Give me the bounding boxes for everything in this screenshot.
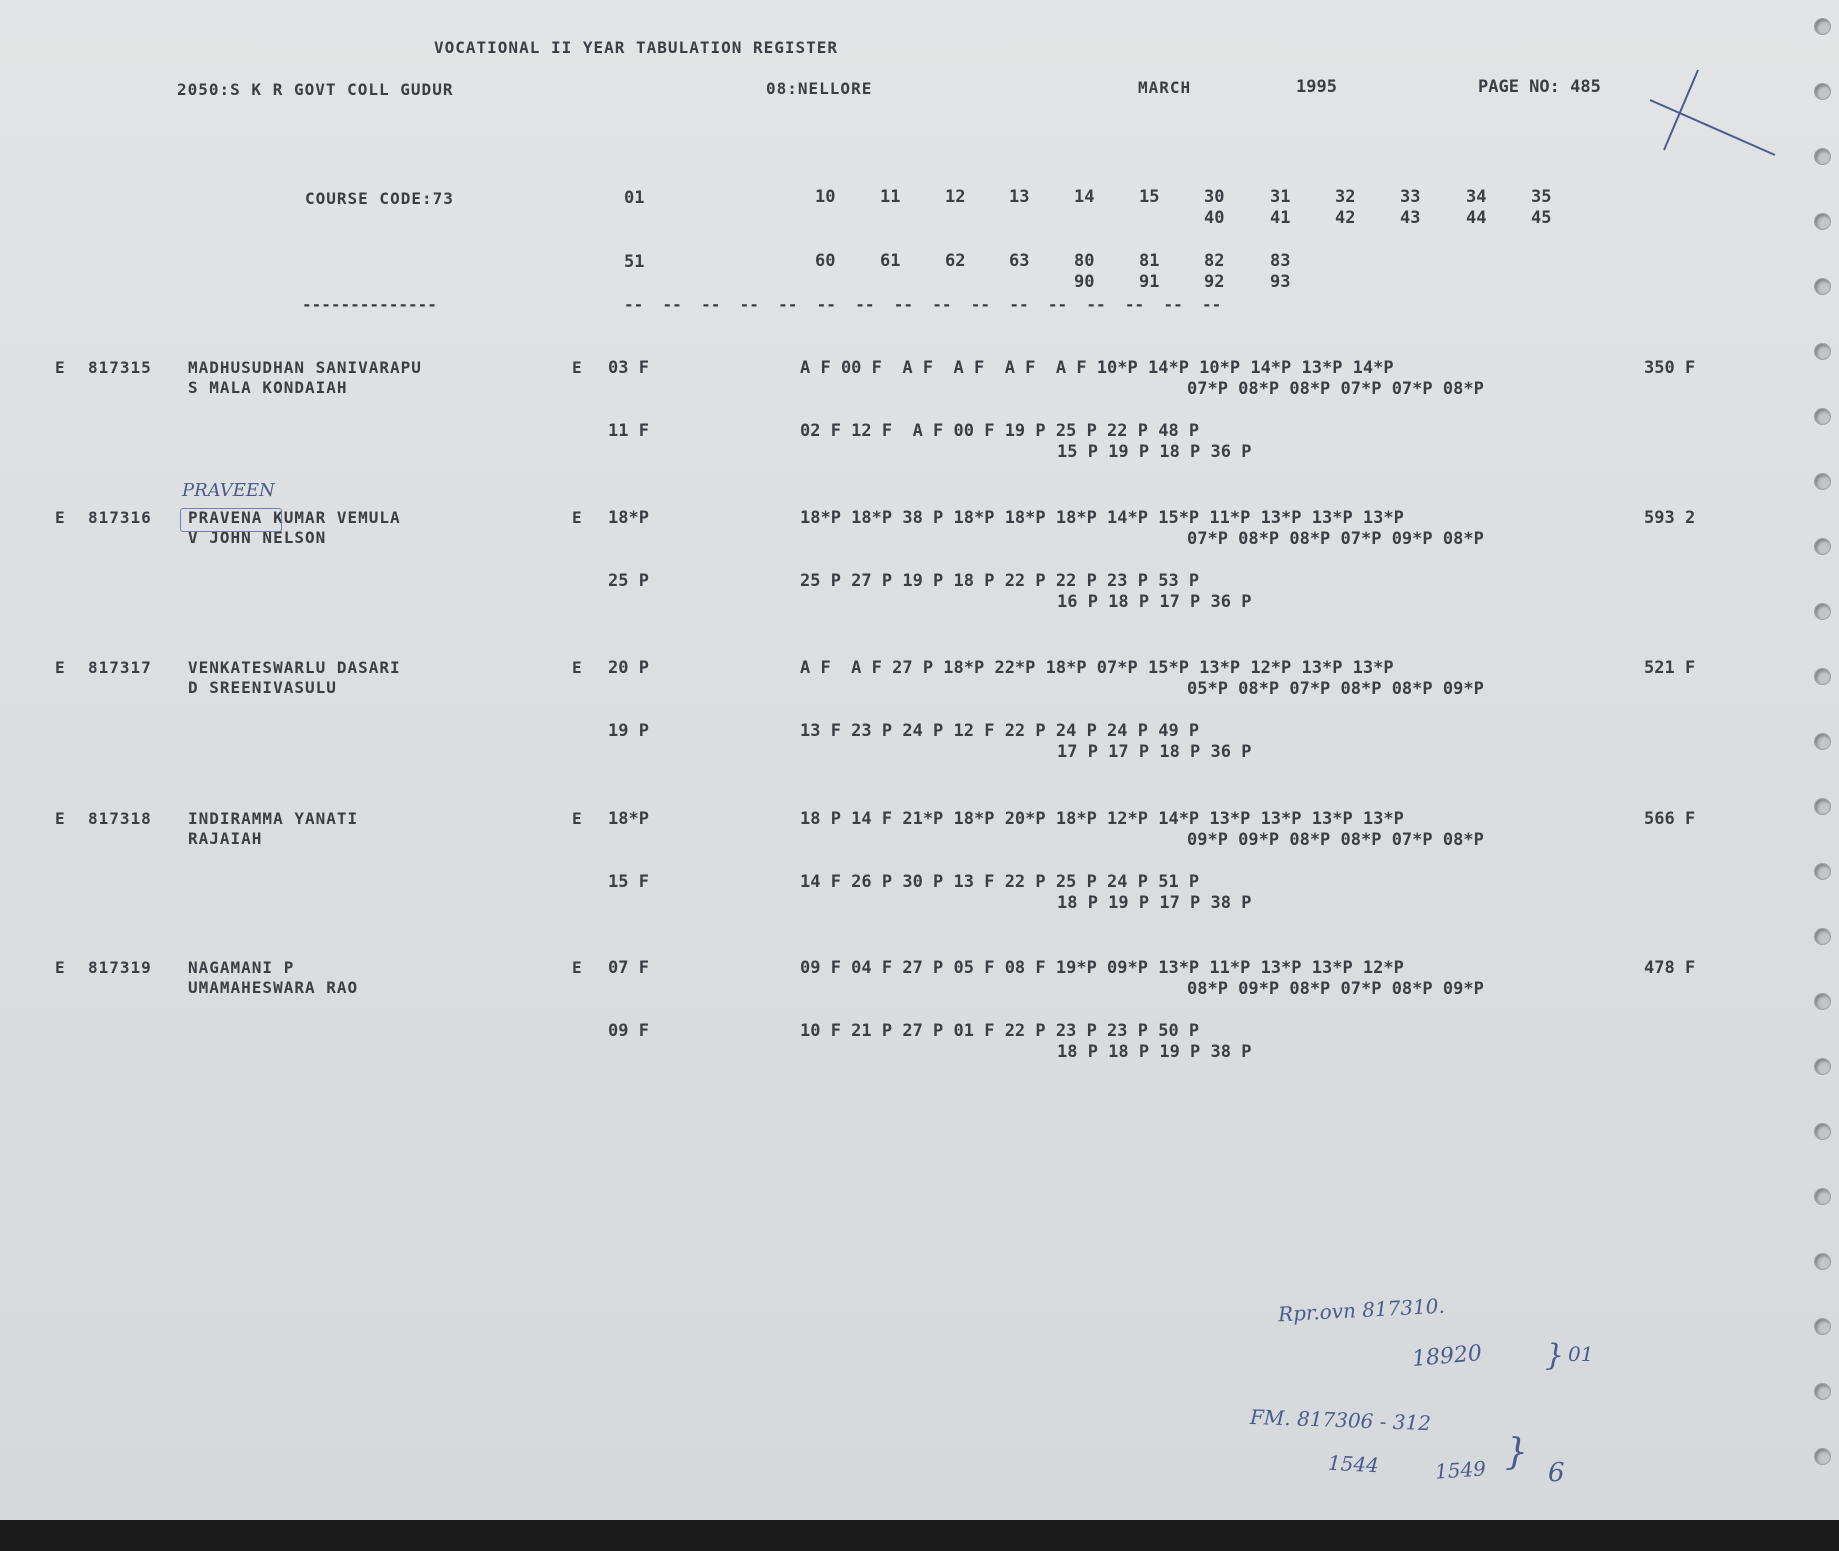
perforation-hole-icon xyxy=(1814,18,1831,35)
handwritten-note-2: FM. 817306 - 312 xyxy=(1249,1404,1432,1436)
column-code: 91 xyxy=(1139,272,1160,292)
column-separator: -- -- -- -- -- -- -- -- -- -- -- -- -- -- -- -- xyxy=(624,295,1222,314)
perforation-hole-icon xyxy=(1814,1058,1831,1075)
marks-row2: 10 F 21 P 27 P 01 F 22 P 23 P 23 P 50 P xyxy=(800,1021,1200,1041)
roll-number: 817319 xyxy=(88,958,152,977)
column-code: 34 xyxy=(1466,187,1487,207)
column-code: 35 xyxy=(1531,187,1552,207)
column-code: 83 xyxy=(1270,251,1291,271)
father-name: D SREENIVASULU xyxy=(188,678,337,697)
column-first: 01 xyxy=(624,188,645,208)
column-code: 33 xyxy=(1400,187,1421,207)
medium-code: E xyxy=(572,658,583,677)
perforation-hole-icon xyxy=(1814,83,1831,100)
medium-code: E xyxy=(572,809,583,828)
column-second: 51 xyxy=(624,252,645,272)
marks-row2b: 18 P 18 P 19 P 38 P xyxy=(1057,1042,1252,1062)
column-code: 41 xyxy=(1270,208,1291,228)
marks-row2b: 16 P 18 P 17 P 36 P xyxy=(1057,592,1252,612)
student-name: VENKATESWARLU DASARI xyxy=(188,658,401,677)
first-year-mark: 18*P xyxy=(608,809,649,829)
brace-icon: } xyxy=(1505,1432,1528,1473)
medium-code: E xyxy=(572,958,583,977)
father-name: V JOHN NELSON xyxy=(188,528,327,547)
column-code: 93 xyxy=(1270,272,1291,292)
marks-row1: 18 P 14 F 21*P 18*P 20*P 18*P 12*P 14*P 13*P 13*P 13*P 13*P xyxy=(800,809,1404,829)
column-code: 81 xyxy=(1139,251,1160,271)
column-code: 82 xyxy=(1204,251,1225,271)
marks-row1: 18*P 18*P 38 P 18*P 18*P 18*P 14*P 15*P 11*P 13*P 13*P 13*P xyxy=(800,508,1404,528)
grand-total: 350 F xyxy=(1644,358,1696,378)
marks-row1b: 08*P 09*P 08*P 07*P 08*P 09*P xyxy=(1187,979,1484,999)
father-name: S MALA KONDAIAH xyxy=(188,378,348,397)
marks-row1: 09 F 04 F 27 P 05 F 08 F 19*P 09*P 13*P 11*P 13*P 13*P 12*P xyxy=(800,958,1404,978)
perforation-hole-icon xyxy=(1814,1318,1831,1335)
course-code: COURSE CODE:73 xyxy=(305,189,454,208)
handwritten-note-1: Rpr.ovn 817310. xyxy=(1277,1293,1446,1327)
handwritten-note-1-number: 18920 xyxy=(1411,1340,1483,1373)
grand-total: 478 F xyxy=(1644,958,1696,978)
student-name: INDIRAMMA YANATI xyxy=(188,809,359,828)
roll-number: 817317 xyxy=(88,658,152,677)
column-code: 62 xyxy=(945,251,966,271)
perforation-hole-icon xyxy=(1814,538,1831,555)
handwritten-note-2-tag: 6 xyxy=(1548,1458,1565,1488)
perforation-hole-icon xyxy=(1814,1383,1831,1400)
column-code: 42 xyxy=(1335,208,1356,228)
record-prefix: E xyxy=(55,958,66,977)
record-prefix: E xyxy=(55,358,66,377)
column-code: 12 xyxy=(945,187,966,207)
marks-row1b: 05*P 08*P 07*P 08*P 08*P 09*P xyxy=(1187,679,1484,699)
first-year-mark: 20 P xyxy=(608,658,649,678)
perforation-hole-icon xyxy=(1814,668,1831,685)
marks-row1: A F 00 F A F A F A F A F 10*P 14*P 10*P 14*P 13*P 14*P xyxy=(800,358,1394,378)
student-name: MADHUSUDHAN SANIVARAPU xyxy=(188,358,422,377)
student-name: NAGAMANI P xyxy=(188,958,295,977)
marks-row2: 02 F 12 F A F 00 F 19 P 25 P 22 P 48 P xyxy=(800,421,1200,441)
father-name: UMAMAHESWARA RAO xyxy=(188,978,359,997)
grand-total: 521 F xyxy=(1644,658,1696,678)
perforation-hole-icon xyxy=(1814,148,1831,165)
district-name: 08:NELLORE xyxy=(766,79,873,98)
second-year-mark: 25 P xyxy=(608,571,649,591)
column-code: 61 xyxy=(880,251,901,271)
perforation-hole-icon xyxy=(1814,863,1831,880)
marks-row2: 13 F 23 P 24 P 12 F 22 P 24 P 24 P 49 P xyxy=(800,721,1200,741)
page-edge xyxy=(0,1520,1839,1551)
brace-icon: } xyxy=(1545,1338,1565,1373)
first-year-mark: 07 F xyxy=(608,958,649,978)
page-number: PAGE NO: 485 xyxy=(1478,77,1601,97)
handwritten-note-1-tag: 01 xyxy=(1568,1342,1594,1366)
column-code: 45 xyxy=(1531,208,1552,228)
marks-row2b: 18 P 19 P 17 P 38 P xyxy=(1057,893,1252,913)
second-year-mark: 11 F xyxy=(608,421,649,441)
handwritten-correction: PRAVEEN xyxy=(182,480,275,501)
marks-row1: A F A F 27 P 18*P 22*P 18*P 07*P 15*P 13*P 12*P 13*P 13*P xyxy=(800,658,1394,678)
column-code: 30 xyxy=(1204,187,1225,207)
perforation-hole-icon xyxy=(1814,928,1831,945)
marks-row2: 25 P 27 P 19 P 18 P 22 P 22 P 23 P 53 P xyxy=(800,571,1200,591)
student-name: PRAVENA KUMAR VEMULA xyxy=(188,508,401,527)
handwritten-note-2-to: 1549 xyxy=(1434,1456,1487,1484)
column-code: 63 xyxy=(1009,251,1030,271)
perforation-hole-icon xyxy=(1814,993,1831,1010)
column-code: 11 xyxy=(880,187,901,207)
perforation-hole-icon xyxy=(1814,603,1831,620)
first-year-mark: 18*P xyxy=(608,508,649,528)
handwritten-note-2-from: 1544 xyxy=(1327,1450,1380,1478)
column-code: 15 xyxy=(1139,187,1160,207)
medium-code: E xyxy=(572,508,583,527)
header-separator: -------------- xyxy=(302,295,437,314)
column-code: 92 xyxy=(1204,272,1225,292)
column-code: 43 xyxy=(1400,208,1421,228)
column-code: 90 xyxy=(1074,272,1095,292)
record-prefix: E xyxy=(55,508,66,527)
perforation-hole-icon xyxy=(1814,278,1831,295)
perforation-hole-icon xyxy=(1814,343,1831,360)
second-year-mark: 19 P xyxy=(608,721,649,741)
marks-row1b: 07*P 08*P 08*P 07*P 07*P 08*P xyxy=(1187,379,1484,399)
column-code: 13 xyxy=(1009,187,1030,207)
column-code: 31 xyxy=(1270,187,1291,207)
perforation-hole-icon xyxy=(1814,1188,1831,1205)
perforation-hole-icon xyxy=(1814,1253,1831,1270)
grand-total: 593 2 xyxy=(1644,508,1696,528)
perforation-hole-icon xyxy=(1814,408,1831,425)
column-code: 44 xyxy=(1466,208,1487,228)
perforation-hole-icon xyxy=(1814,733,1831,750)
marks-row1b: 09*P 09*P 08*P 08*P 07*P 08*P xyxy=(1187,830,1484,850)
perforation-hole-icon xyxy=(1814,473,1831,490)
record-prefix: E xyxy=(55,809,66,828)
column-code: 80 xyxy=(1074,251,1095,271)
marks-row2: 14 F 26 P 30 P 13 F 22 P 25 P 24 P 51 P xyxy=(800,872,1200,892)
column-code: 14 xyxy=(1074,187,1095,207)
exam-month: MARCH xyxy=(1138,78,1192,97)
perforation-hole-icon xyxy=(1814,798,1831,815)
column-code: 32 xyxy=(1335,187,1356,207)
college-name: 2050:S K R GOVT COLL GUDUR xyxy=(177,80,454,99)
perforation-hole-icon xyxy=(1814,1123,1831,1140)
column-code: 60 xyxy=(815,251,836,271)
record-prefix: E xyxy=(55,658,66,677)
column-code: 10 xyxy=(815,187,836,207)
column-code: 40 xyxy=(1204,208,1225,228)
perforation-strip xyxy=(1809,0,1839,1520)
exam-year: 1995 xyxy=(1296,77,1337,97)
father-name: RAJAIAH xyxy=(188,829,263,848)
marks-row2b: 15 P 19 P 18 P 36 P xyxy=(1057,442,1252,462)
register-title: VOCATIONAL II YEAR TABULATION REGISTER xyxy=(434,38,839,57)
perforation-hole-icon xyxy=(1814,1448,1831,1465)
roll-number: 817318 xyxy=(88,809,152,828)
perforation-hole-icon xyxy=(1814,213,1831,230)
first-year-mark: 03 F xyxy=(608,358,649,378)
marks-row2b: 17 P 17 P 18 P 36 P xyxy=(1057,742,1252,762)
marks-row1b: 07*P 08*P 08*P 07*P 09*P 08*P xyxy=(1187,529,1484,549)
second-year-mark: 15 F xyxy=(608,872,649,892)
roll-number: 817316 xyxy=(88,508,152,527)
medium-code: E xyxy=(572,358,583,377)
grand-total: 566 F xyxy=(1644,809,1696,829)
roll-number: 817315 xyxy=(88,358,152,377)
second-year-mark: 09 F xyxy=(608,1021,649,1041)
